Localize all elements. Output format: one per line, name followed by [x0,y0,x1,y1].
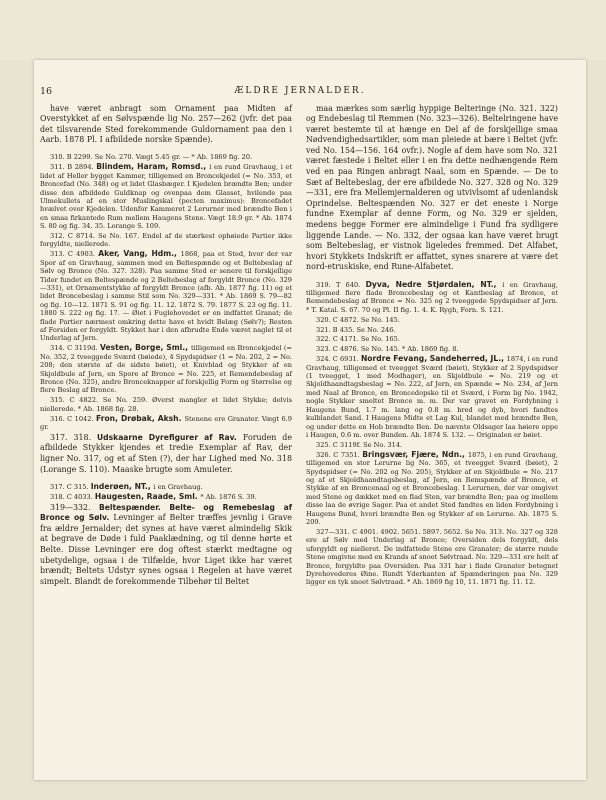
entry-number: 316. C 1042. [50,414,96,423]
entry-heading: Nordre Fevang, Sandeherred, JL., [360,354,507,364]
entry-heading: Inderøen, NT., [90,481,154,491]
entry-text: 322. C 4171. Se No. 165. [316,335,400,344]
entry-text: 323. C 4876. Se No. 145. * Ab. 1869 fig. 8. [316,345,459,354]
entry-text: 315. C 4822. Se No. 259. Øverst mangler et lidet Stykke; delvis niellerede. * Ab. 1868 fig. 28. [40,396,292,413]
catalog-entry [40,232,292,249]
catalog-entry [40,396,292,413]
entry-heading: Bringsvær, Fjære, Ndn., [362,449,468,459]
entry-number: 319. T 640. [316,280,366,289]
entry-text: i en Gravhaug. [153,482,203,491]
entry-number: 313. C 4903. [50,250,99,259]
catalog-entry [306,281,558,315]
entry-text: Stenene ere Granater. Vægt 6.9 gr. [40,414,292,431]
entry-text: have været anbragt som Ornament paa Midten af Overstykket af en Sølvspænde lig No. 257—262 (jvfr. det paa det tilsvarende Sted forekommende Guldornament paa den i Aarb. 1878 Pl. I afbildede norske Spænde). [40,103,292,145]
body-paragraph [40,104,292,146]
entry-text: 1874, i en rund Gravhaug, tilligemed et tveegget Sværd (bøiet), Stykker af 2 Spydspidser (1 tveegget, 1 med Modhager), en Skjoldbule = No. 219 og et Skjoldhaandtagsbeslag = No. 222, af Jern, en Spænde = No. 234, af Jern med Naal af Bronce, en Broncedopsko til et Sværd, i Form lig No. 1942, nogle Stykker smeltet Bronce m. m. Der var gravet en Fordybning i Haugens Bund, 1.7 m. lang og 0.8 m. bred og dyb, hvori fandtes kulblandet Sand. I Haugens Midte et Lag Kul, blandet med brændte Ben, og under dette en Hob brændte Ben. De nævnte Oldsager laa høiere oppe i Haugen, 0.6 m. over Bunden. Ab. 1874 S. 132. — Originalen er bøiet. [306,355,558,439]
entry-number: 317. C 315. [50,482,91,491]
entry-text: 1875, i en rund Gravhaug, tilligemed en stor Lerurne lig No. 365, et tveegget Sværd (bøiet), 2 Spydspidser (= No. 202 og No. 205), Stykker af en Skjoldbule = No. 217 og af et Skjoldhaandtagsbeslag, af Jern, en Remspænde af Bronce, et Stykke af en Broncenaal og et Broncebeslag. I Lerurnen, der var omgivet med Stene og dækket med en flad Sten, var brændte Ben; paa og imellem disse laa de øvrige Sager. Paa et andet Sted fandtes en liden Fordybning i Haugens Bund, hvori brændte Ben og Stykker af en Lerurne. Ab. 1875 S. 209. [306,450,559,526]
entry-text: 310. B 2299. Se No. 270. Vægt 5.45 gr. — * Ab. 1869 fig. 20. [50,153,253,162]
entry-number: 311. B 2894. [50,163,97,172]
page-header [40,86,560,100]
entry-heading: Dyva, Nedre Stjørdalen, NT., [365,279,503,289]
catalog-entry [40,250,292,342]
page-top-margin [0,0,606,60]
entry-text: 321. B 435. Se No. 246. [316,325,396,334]
entry-heading: Udskaarne Dyrefigurer af Rav. [97,432,243,442]
entry-text: Levninger af Belter træffes jevnlig i Grave fra ældre Jernalder; det synes at have været almindelig Skik at begrave de Døde i fuld Paaklædning, og til denne hørte et Belte. Disse Levninger ere dog oftest stærkt medtagne og ubetydelige, ogsaa i de Tilfælde, hvor Liget ikke har været brændt; Beltets Udstyr synes ogsaa i Regelen at have været simpelt. Blandt de forekommende Tilbehør til Beltet [40,513,292,586]
entry-text: 327—331. C 4901. 4902. 5651. 5897. 5652. Se No. 313. No. 327 og 328 ere af Sølv med Underlag af Bronce; Oversiden dels forgyldt, dels uforgyldt og nielleret. De indfattede Stene ere Granater; de større runde Stene omgivne med en Krands af snoet Sølvtraad. No. 329—331 ere helt af Bronce, forgyldte paa Oversiden. Paa 331 har i flade Granater betegnet Dyrehovederes Øine. Rundt Yderkanten af Spænderingen paa No. 329 ligger en tyk snoet Sølvtraad. * Ab. 1869 fig 10, 11. 1871 fig. 11. 12. [306,527,558,587]
running-title: ÆLDRE JERNALDER. [234,86,366,96]
entry-text: 320. C 4872. Se No. 145. [316,315,400,324]
catalog-entry [40,153,292,161]
entry-text: tilligemed en Broncekjedel (= No. 352, 2 tveeggede Sværd (bøiede), 4 Spydspidser (1 = No. 202, 2 = No. 208; den største af de sidste bøiet), et Knivblad og Stykker af en Skjoldbule af Jern, en Spore af Bronce = No. 225, et Remendebeslag af Bronce (No. 325), andre Bronceknapper af forskjellig Form og Størrelse og flere Beslag af Bronce. [40,344,292,395]
catalog-entry [40,415,292,432]
left-column [40,102,292,587]
catalog-entry [40,344,292,394]
entry-number: 326. C 7351. [316,450,363,459]
body-paragraph [306,104,558,274]
entry-number: 318. C 4033. [50,492,95,501]
body-paragraph [40,433,292,475]
catalog-entry [40,163,292,230]
entry-number: 324. C 6931. [316,355,361,364]
catalog-entry [306,451,558,527]
entry-heading: Beltespænder. Belte- og Remebeslag af Bronce og Sølv. [40,502,293,523]
catalog-entry [306,335,558,343]
entry-heading: Haugesten, Raade, Sml. [94,491,201,501]
entry-text: 1868, paa et Sted, hvor der var Spor af en Gravhaug, sammen med en Beltespænde og et Beltebeslag af Sølv og Bronce (No. 327. 328). Paa samme Sted er senere til forskjellige Tider fundet en Beltespænde og 2 Beltebeslag af forgyldt Bronce (No. 329—331), et Ornamentstykke af forgyldt Bronce (afb. Ab. 1877 fig. 11) og et lidet Broncebeslag i samme Stil som No. 329—331. * Ab. 1869 S. 79—82 og fig. 10—12. 1871 S. 91 og fig. 11. 12. 1872 S. 79. 1877 S. 23 og fig. 11. 1880 S. 222 og fig. 17. — Øiet i Fuglehovedet er en indfattet Granat; de flade Partier nærmest omkring dette have et hvidt Belæg (Sølv?); Resten af Forsiden er forgyldt. Stykket har i den afbrudte Ende været naglet til et Underlag af Jern. [40,250,292,343]
body-paragraph [40,503,292,588]
entry-text: i en Gravhaug, tilligemed flere flade Broncebeslag og et Kantbeslag af Bronce, et Remendebeslag af Bronce = No. 325 og 2 tveeggede Spydspidser af Jern. * T. Katal. S. 67. 70 og Pl. II fig. 1. 4. K. Rygh, Forn. S. 121. [306,280,558,314]
catalog-entry [306,345,558,353]
entry-text: Foruden de afbildede Stykker kjendes et tredie Exemplar af Rav, der ligner No. 317, og et af Sten (?), der har Lighed med No. 318 (Lorange S. 110). Maaske brugte som Amuleter. [40,432,293,474]
catalog-entry [306,441,558,449]
entry-text: * Ab. 1876 S. 39. [200,492,257,501]
entry-heading: Blindem, Haram, Romsd., [96,162,210,172]
page-number: 16 [40,86,53,97]
right-column [306,102,558,587]
entry-text: i en rund Gravhaug, i et lidet af Heller bygget Kammer, tilligemed en Broncekjedel (= No. 353, et Broncefad (No. 348) og et lidet Glasbæger. I Kjedelen brændte Ben; under disse den afbildede Guldknap og ovenpaa dem Glasset, hvilende paa Ulmekullets af en stor Muslingskal (pecten maximus): Broncefadet hvælvet over Kjedelen. Udenfor Kammeret 2 Lerurner med brændte Ben i en smaa firkantede Rum mellem Haugens Stene. Vægt 18.9 gr. * Ab. 1874 S. 80 og fig. 34. 35. Lorange S. 109. [40,163,292,231]
catalog-entry [306,326,558,334]
catalog-entry [40,493,292,501]
catalog-entry [306,528,558,587]
entry-heading: Aker, Vang, Hdm., [98,249,181,259]
catalog-entry [306,355,558,439]
entry-heading: Vesten, Borge, Sml., [100,343,191,353]
entry-text: maa mærkes som særlig hyppige Belteringe (No. 321. 322) og Endebeslag til Remmen (No. 323—326). Beltelringene have været bestemte til at hænge en Del af de forskjellige smaa Nødvendighedsartikler, som man pleiede at bære i Beltet (jvfr. ved No. 154—156. 164 ovfr.). Nogle af dem have som No. 321 været fæstede i Beltet eller i en fra dette nedhængende Rem ved en paa Ringen anbragt Naal, som en Spænde. — De to Sæt af Beltebeslag, der ere afbildede No. 327. 328 og No. 329—331, ere fra Mellemjernalderen og utvivlsomt af udenlandsk Oprindelse. Beltespænden No. 327 er det eneste i Norge fundne Exemplar af denne Form, og No. 329 er sjelden, medens begge Former ere almindelige i Fund fra sydligere liggende Lande. — No. 332, der ogsaa kan have været brugt som Beltebeslag, er vistnok ligeledes fremmed. Det Alfabet, hvori Stykkets Indskrift er affattet, synes snarere at være det nord-etruskiske, end Rune-Alfabetet. [306,103,558,272]
entry-heading: Fron, Drøbak, Aksh. [96,413,185,423]
catalog-entry [306,316,558,324]
entry-text: 312. C 8714. Se No. 167. Endel af de stærkest ophøiede Partier ikke forgyldte, niellerede. [40,232,292,249]
entry-text: 325. C 3119f. Se No. 314. [316,440,403,449]
catalog-entry [40,483,292,491]
entry-number: 314. C 3119d. [50,344,100,353]
entry-number: 319—332. [50,502,99,512]
entry-number: 317. 318. [50,432,98,442]
